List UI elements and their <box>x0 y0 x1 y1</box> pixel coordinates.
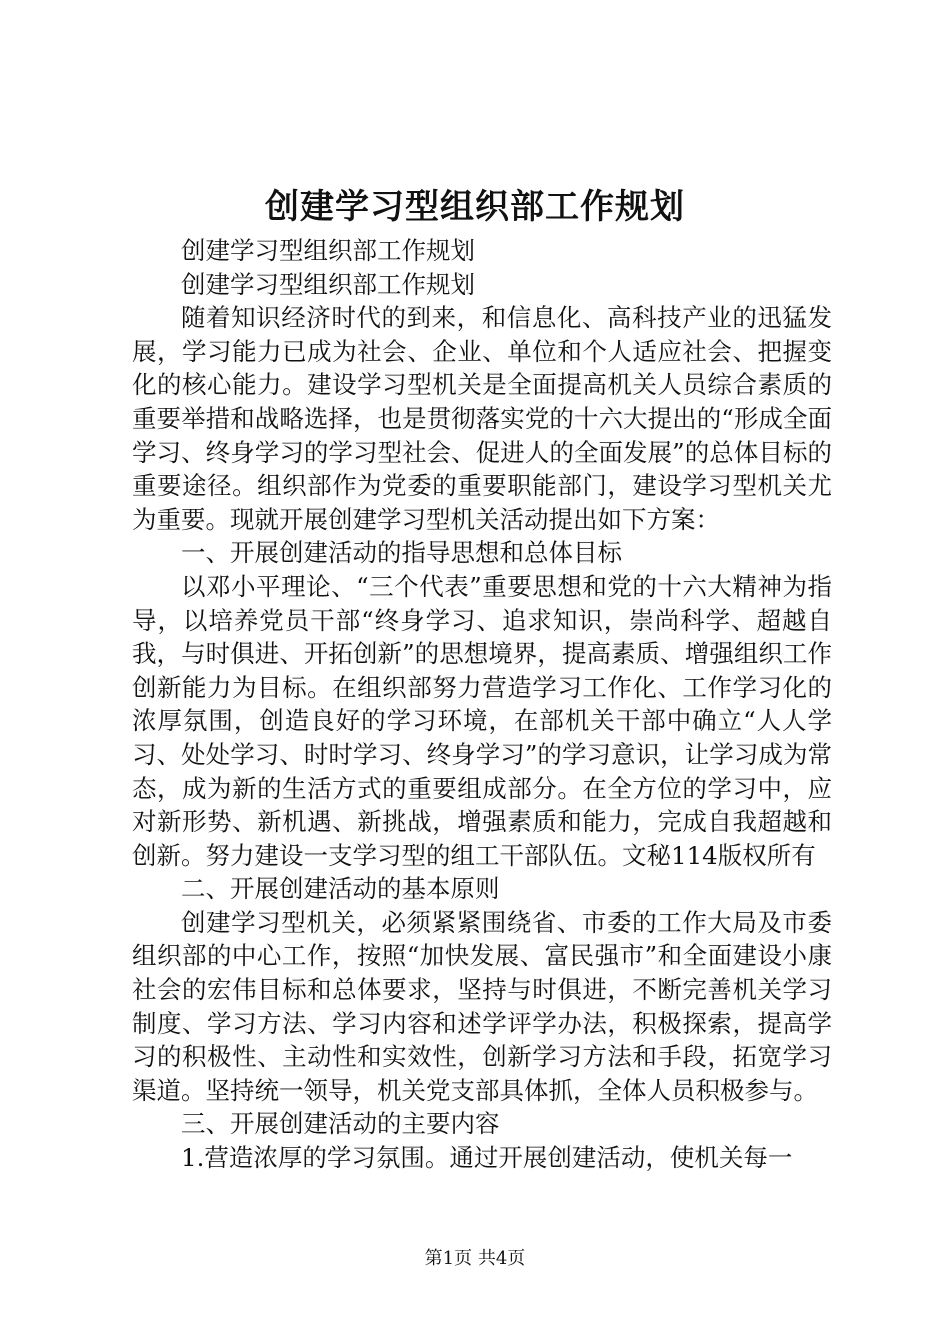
paragraph: 创建学习型组织部工作规划 <box>181 236 475 265</box>
paragraph: 以邓小平理论、“三个代表”重要思想和党的十六大精神为指导，以培养党员干部“终身学习、追求知识，崇尚科学、超越自我，与时俱进、开拓创新”的思想境界，提高素质、增强组织工作创新能力为目标。在组织部努力营造学习工作化、工作学习化的浓厚氛围，创造良好的学习环境，在部机关干部中确立“人人学习、处处学习、时时学习、终身学习”的学习意识，让学习成为常态，成为新的生活方式的重要组成部分。在全方位的学习中，应对新形势、新机遇、新挑战，增强素质和能力，完成自我超越和创新。努力建设一支学习型的组工干部队伍。文秘114版权所有 <box>132 571 832 870</box>
paragraph: 创建学习型机关，必须紧紧围绕省、市委的工作大局及市委组织部的中心工作，按照“加快发展、富民强市”和全面建设小康社会的宏伟目标和总体要求，坚持与时俱进，不断完善机关学习制度、学习方法、学习内容和述学评学办法，积极探索，提高学习的积极性、主动性和实效性，创新学习方法和手段，拓宽学习渠道。坚持统一领导，机关党支部具体抓，全体人员积极参与。 <box>132 907 832 1105</box>
paragraph: 1.营造浓厚的学习氛围。通过开展创建活动，使机关每一 <box>181 1143 793 1173</box>
section-heading: 一、开展创建活动的指导思想和总体目标 <box>181 538 622 568</box>
document-title: 创建学习型组织部工作规划 <box>265 187 685 227</box>
section-heading: 三、开展创建活动的主要内容 <box>181 1109 500 1139</box>
paragraph: 随着知识经济时代的到来，和信息化、高科技产业的迅猛发展，学习能力已成为社会、企业、单位和个人适应社会、把握变化的核心能力。建设学习型机关是全面提高机关人员综合素质的重要举措和战略选择，也是贯彻落实党的十六大提出的“形成全面学习、终身学习的学习型社会、促进人的全面发展”的总体目标的重要途径。组织部作为党委的重要职能部门，建设学习型机关尤为重要。现就开展创建学习型机关活动提出如下方案： <box>132 303 832 534</box>
document-body <box>132 234 832 1175</box>
section-heading: 二、开展创建活动的基本原则 <box>181 874 500 904</box>
page-footer: 第1页 共4页 <box>424 1248 526 1269</box>
paragraph: 创建学习型组织部工作规划 <box>181 269 475 299</box>
